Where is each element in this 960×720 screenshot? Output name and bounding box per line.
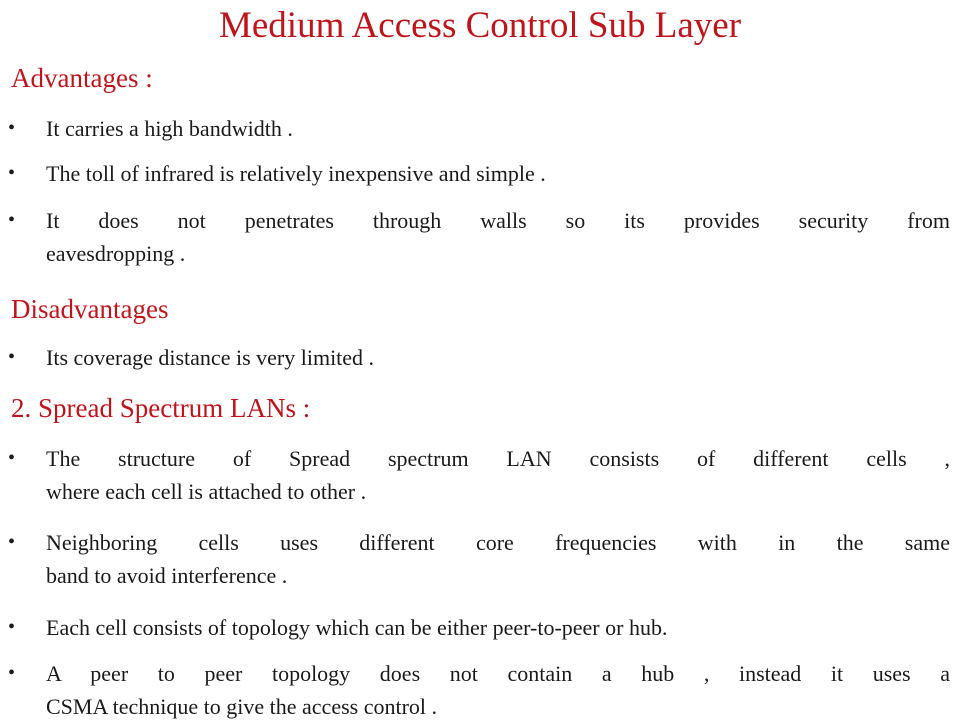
bullet-item-spread-3: [8, 611, 950, 644]
bullet-text-line-1: A peer to peer topology does not contain a hub , instead it uses a: [46, 661, 950, 686]
bullet-icon: •: [8, 346, 16, 368]
bullet-item-spread-4: [8, 657, 950, 720]
bullet-text-line-2: CSMA technique to give the access control .: [46, 694, 438, 719]
bullet-icon: •: [8, 447, 16, 469]
bullet-item-spread-2: [8, 526, 950, 592]
advantages-heading: Advantages :: [11, 63, 153, 93]
bullet-text: Its coverage distance is very limited .: [46, 345, 375, 370]
bullet-icon: •: [8, 209, 16, 231]
bullet-text: The toll of infrared is relatively inexpensive and simple .: [46, 161, 546, 186]
bullet-text-line-2: eavesdropping .: [46, 241, 186, 266]
bullet-item-advantage-3: [8, 204, 950, 270]
spread-spectrum-heading: 2. Spread Spectrum LANs :: [11, 393, 311, 423]
bullet-item-advantage-1: [8, 112, 950, 145]
bullet-icon: •: [8, 531, 16, 553]
bullet-text: Each cell consists of topology which can be either peer-to-peer or hub.: [46, 615, 668, 640]
bullet-text-line-1: It does not penetrates through walls so its provides security from: [46, 208, 950, 233]
bullet-icon: •: [8, 162, 16, 184]
bullet-icon: •: [8, 117, 16, 139]
bullet-text-line-2: band to avoid interference .: [46, 563, 288, 588]
bullet-text-line-2: where each cell is attached to other .: [46, 479, 367, 504]
slide-title: Medium Access Control Sub Layer: [218, 5, 742, 46]
bullet-text-line-1: Neighboring cells uses different core frequencies with in the same: [46, 530, 950, 555]
bullet-item-disadvantage-1: [8, 341, 950, 374]
disadvantages-heading: Disadvantages: [11, 294, 169, 324]
bullet-icon: •: [8, 616, 16, 638]
bullet-text: It carries a high bandwidth .: [46, 116, 293, 141]
bullet-icon: •: [8, 662, 16, 684]
bullet-text-line-1: The structure of Spread spectrum LAN consists of different cells ,: [46, 446, 950, 471]
bullet-item-spread-1: [8, 442, 950, 508]
bullet-item-advantage-2: [8, 157, 950, 190]
